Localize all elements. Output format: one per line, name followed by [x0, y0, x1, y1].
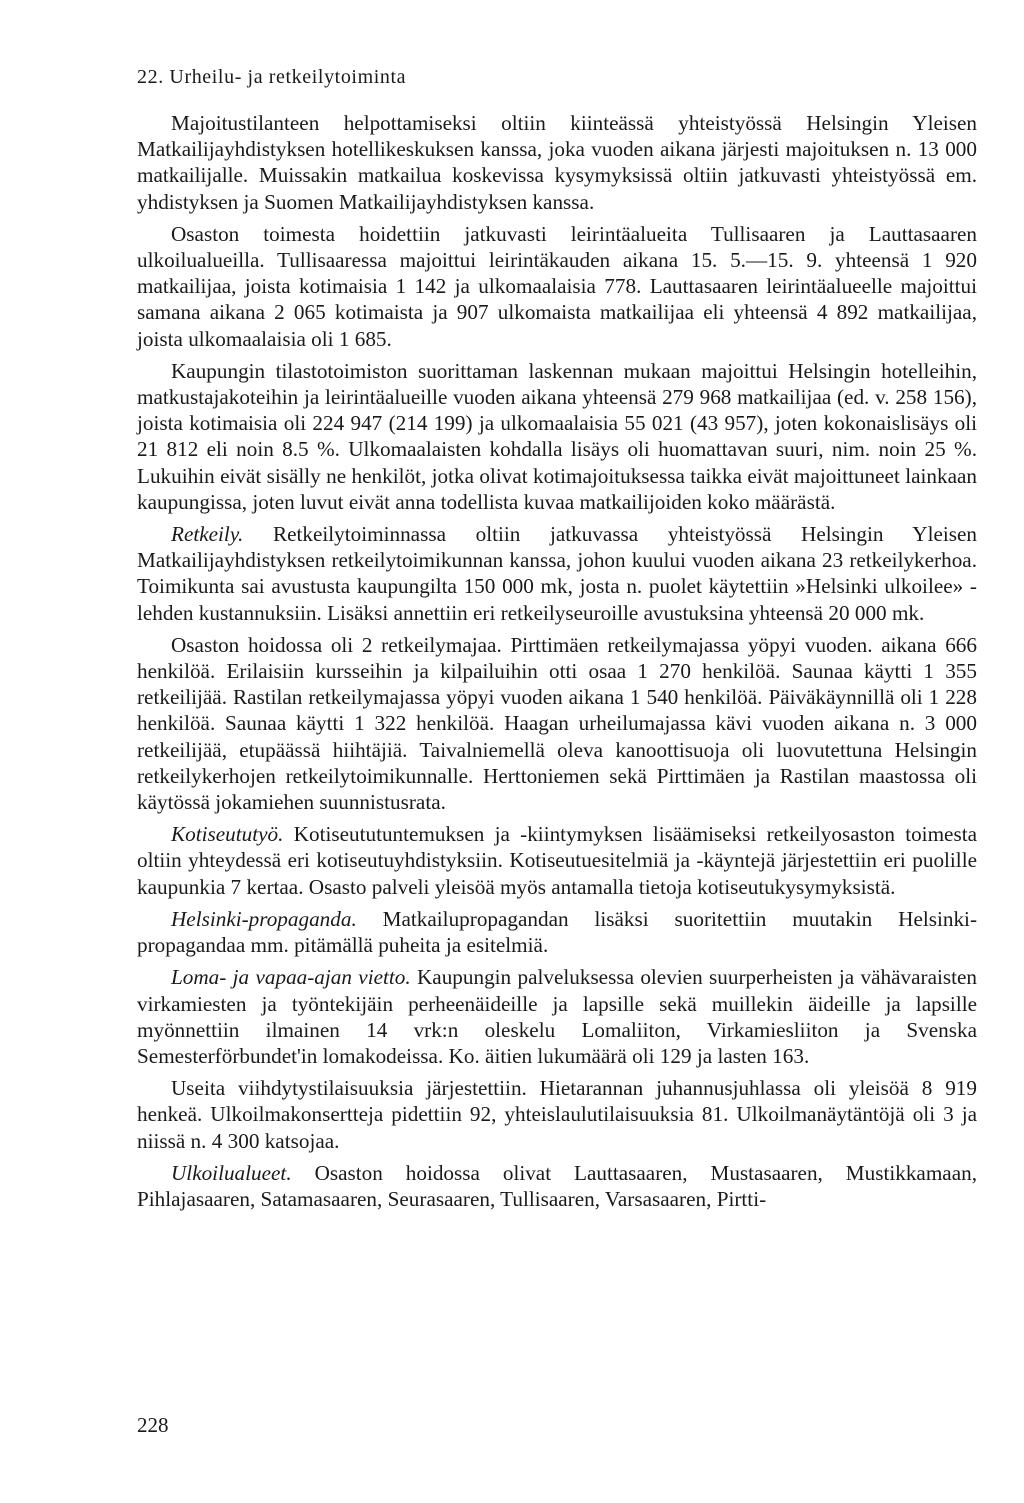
paragraph: [137, 1160, 977, 1212]
paragraph: [137, 221, 977, 352]
paragraph-text: Majoitustilanteen helpottamiseksi oltiin kiinteässä yhteistyössä Helsingin Yleisen Matkailijayhdistyksen hotellikeskuksen kanssa, joka vuoden aikana järjesti majoituksen n. 13 000 matkailijalle. Muissakin matkailua koskevissa kysymyksissä oltiin jatkuvasti yhteistyössä em. yhdistyksen ja Suomen Matkailijayhdistyksen kanssa.: [137, 111, 977, 214]
paragraph: [137, 906, 977, 958]
section-lead: Ulkoilualueet.: [171, 1160, 315, 1185]
paragraph-text: Osaston toimesta hoidettiin jatkuvasti leirintäalueita Tullisaaren ja Lauttasaaren ulkoilualueilla. Tullisaaressa majoittui leirintäkauden aikana 15. 5.—15. 9. yhteensä 1 920 matkailijaa, joista kotimaisia 1 142 ja ulkomaalaisia 778. Lauttasaaren leirintäalueelle majoittui samana aikana 2 065 kotimaista ja 907 ulkomaista matkailijaa eli yhteensä 4 892 matkailijaa, joista ulkomaalaisia oli 1 685.: [137, 221, 977, 351]
paragraph: [137, 358, 977, 515]
section-lead: Retkeily.: [171, 522, 273, 547]
section-lead: Kotiseututyö.: [171, 822, 294, 847]
paragraph: [137, 632, 977, 815]
body-text: [137, 110, 977, 1218]
paragraph: [137, 1075, 977, 1154]
paragraph-text: Kaupungin tilastotoimiston suorittaman laskennan mukaan majoittui Helsingin hotelleihin, matkustajakoteihin ja leirintäalueille vuoden aikana yhteensä 279 968 matkailijaa (ed. v. 258 156), joista kotimaisia oli 224 947 (214 199) ja ulkomaalaisia 55 021 (43 957), joten kokonaislisäys oli 21 812 eli noin 8.5 %. Ulkomaalaisten kohdalla lisäys oli huomattavan suuri, nim. noin 25 %. Lukuihin eivät sisälly ne henkilöt, jotka olivat kotimajoituksessa taikka eivät majoittuneet lainkaan kaupungissa, joten luvut eivät anna todellista kuvaa matkailijoiden koko määrästä.: [137, 358, 977, 514]
paragraph-text: Osaston hoidossa olivat Lauttasaaren, Mustasaaren, Mustikkamaan, Pihlajasaaren, Satamasaaren, Seurasaaren, Tullisaaren, Varsasaaren, Pirtti-: [137, 1160, 978, 1211]
paragraph: [137, 110, 977, 215]
paragraph: [137, 821, 977, 900]
running-header: 22. Urheilu- ja retkeilytoiminta: [137, 66, 407, 88]
paragraph-text: Retkeilytoiminnassa oltiin jatkuvassa yhteistyössä Helsingin Yleisen Matkailijayhdistyksen retkeilytoimikunnan kanssa, johon kuului vuoden aikana 23 retkeilykerhoa. Toimikunta sai avustusta kaupungilta 150 000 mk, josta n. puolet käytettiin »Helsinki ulkoilee» -lehden kustannuksiin. Lisäksi annettiin eri retkeilyseuroille avustuksina yhteensä 20 000 mk.: [137, 522, 977, 625]
section-lead: Loma- ja vapaa-ajan vietto.: [171, 965, 417, 990]
paragraph: [137, 521, 977, 626]
page-number: 228: [137, 1413, 169, 1437]
paragraph-text: Osaston hoidossa oli 2 retkeilymajaa. Pirttimäen retkeilymajassa yöpyi vuoden. aikana 666 henkilöä. Erilaisiin kursseihin ja kilpailuihin otti osaa 1 270 henkilöä. Saunaa käytti 1 355 retkeilijää. Rastilan retkeilymajassa yöpyi vuoden aikana 1 540 henkilöä. Päiväkäynnillä oli 1 228 henkilöä. Saunaa käytti 1 322 henkilöä. Haagan urheilumajassa kävi vuoden aikana n. 3 000 retkeilijää, etupäässä hiihtäjiä. Taivalniemellä oleva kanoottisuoja oli luovutettuna Helsingin retkeilykerhojen retkeilytoimikunnalle. Herttoniemen sekä Pirttimäen ja Rastilan maastossa oli käytössä jokamiehen suunnistusrata.: [137, 632, 977, 815]
paragraph-text: Kaupungin palveluksessa olevien suurperheisten ja vähävaraisten virkamiesten ja työntekijäin perheenäideille ja lapsille sekä muillekin äideille ja lapsille myönnettiin ilmainen 14 vrk:n oleskelu Lomaliiton, Virkamiesliiton ja Svenska Semesterförbundet'in lomakodeissa. Ko. äitien lukumäärä oli 129 ja lasten 163.: [137, 965, 977, 1068]
paragraph-text: Kotiseututuntemuksen ja -kiintymyksen lisäämiseksi retkeilyosaston toimesta oltiin yhteydessä eri kotiseutuyhdistyksiin. Kotiseutuesitelmiä ja -käyntejä järjestettiin eri puolille kaupunkia 7 kertaa. Osasto palveli yleisöä myös antamalla tietoja kotiseutukysymyksistä.: [137, 822, 977, 899]
paragraph-text: Matkailupropagandan lisäksi suoritettiin muutakin Helsinki-propagandaa mm. pitämällä puheita ja esitelmiä.: [137, 906, 978, 958]
section-lead: Helsinki-propaganda.: [171, 906, 383, 931]
paragraph: [137, 964, 977, 1069]
paragraph-text: Useita viihdytystilaisuuksia järjestettiin. Hietarannan juhannusjuhlassa oli yleisöä 8 919 henkeä. Ulkoilmakonsertteja pidettiin 92, yhteislaulutilaisuuksia 81. Ulkoilmanäytäntöjä oli 3 ja niissä n. 4 300 katsojaa.: [137, 1076, 977, 1153]
